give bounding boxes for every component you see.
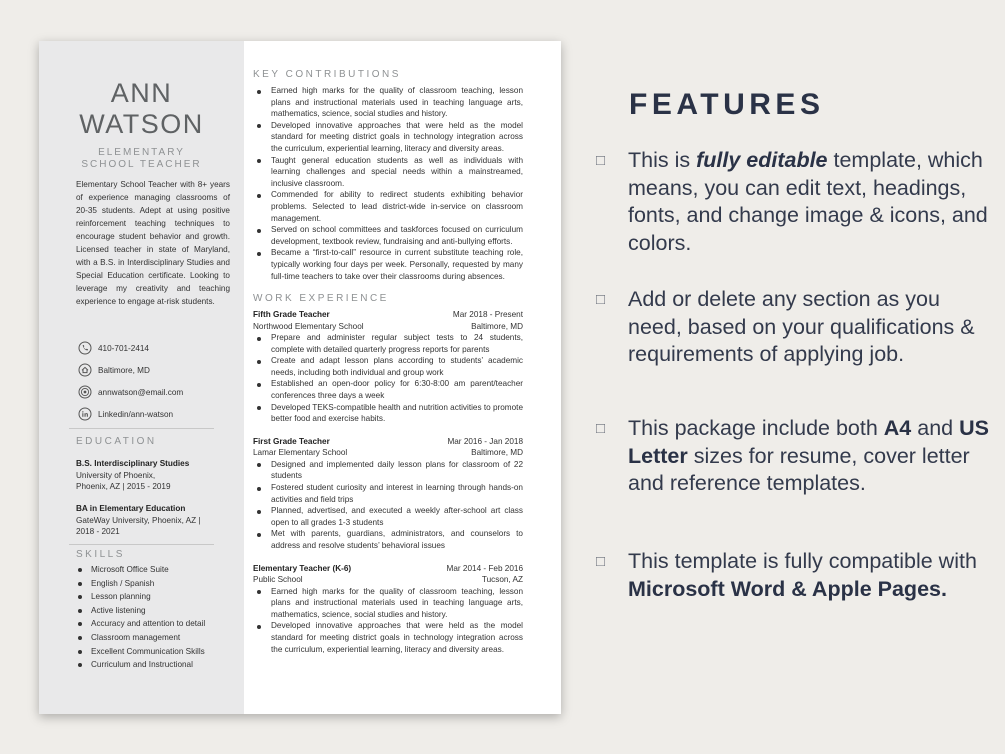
skill-item: Excellent Communication Skills	[76, 645, 246, 659]
feature-bullet-icon: □	[596, 420, 606, 437]
job-school-row	[253, 321, 523, 333]
feature-text-part: This is	[628, 148, 697, 172]
contact-phone-text: 410-701-2414	[98, 343, 149, 353]
resume-job-title-line2: SCHOOL TEACHER	[81, 159, 202, 170]
job-title-row	[253, 436, 523, 448]
contact-phone	[78, 341, 243, 355]
feature-bullet-icon: □	[596, 553, 606, 570]
resume-sidebar	[39, 41, 244, 714]
key-contributions-heading: KEY CONTRIBUTIONS	[253, 69, 401, 80]
job-bullet: Developed innovative approaches that were held as the model standard for meeting district goals in technology integration across the curriculum, experiential learning, literacy and diversity areas.	[253, 620, 523, 655]
feature-emphasis: Microsoft Word & Apple Pages.	[628, 576, 947, 601]
job-title-row	[253, 563, 523, 575]
job-bullet: Met with parents, guardians, administrators, and counselors to address and resolve students’ behavioral issues	[253, 528, 523, 551]
resume-job-title-line1: ELEMENTARY	[98, 147, 185, 158]
feature-bullet-icon: □	[596, 291, 606, 308]
education-degree: BA in Elementary Education	[76, 504, 186, 513]
feature-item	[596, 147, 996, 257]
skill-item: Active listening	[76, 604, 246, 618]
job-bullets	[253, 332, 523, 425]
job-school: Northwood Elementary School	[253, 321, 364, 331]
contribution-item: Developed innovative approaches that were held as the model standard for meeting district goals in technology integration across the curriculum, experiential learning, literacy and diversity areas.	[253, 120, 523, 155]
feature-emphasis: fully editable	[696, 148, 828, 172]
feature-text	[628, 147, 996, 257]
skills-heading: SKILLS	[76, 549, 125, 560]
education-school: GateWay University, Phoenix, AZ |	[76, 515, 201, 525]
home-location-icon	[78, 363, 92, 377]
contact-location	[78, 363, 243, 377]
contact-email-text: annwatson@email.com	[98, 387, 184, 397]
education-heading: EDUCATION	[76, 436, 157, 447]
section-divider	[69, 428, 214, 429]
job-location: Baltimore, MD	[471, 448, 523, 458]
feature-emphasis: A4	[883, 416, 912, 440]
feature-text-part: and	[911, 416, 960, 440]
job-school: Lamar Elementary School	[253, 448, 348, 458]
education-place-dates: 2018 - 2021	[76, 527, 120, 536]
job-school-row	[253, 447, 523, 459]
education-entry	[76, 458, 236, 493]
job-title: Fifth Grade Teacher	[253, 310, 330, 320]
job-bullet: Fostered student curiosity and interest in learning through hands-on activities and field trips	[253, 482, 523, 505]
contact-email	[78, 385, 243, 399]
linkedin-icon	[78, 407, 92, 421]
job-dates: Mar 2014 - Feb 2016	[446, 563, 523, 573]
job-location: Baltimore, MD	[471, 321, 523, 331]
resume-main-column	[253, 69, 523, 714]
job-bullets	[253, 459, 523, 552]
resume-last-name: WATSON	[79, 109, 204, 139]
feature-bullet-icon: □	[596, 152, 606, 169]
job-entry	[253, 563, 523, 656]
job-bullet: Prepare and administer regular subject tests to 24 students, complete with detailed quarterly progress reports for parents	[253, 332, 523, 355]
job-title: First Grade Teacher	[253, 436, 330, 446]
resume-summary: Elementary School Teacher with 8+ years of experience managing classrooms of 20-35 students. Adept at using positive reinforcement teaching techniques to encourage student behavior and growth. Licensed teacher in state of Maryland, with a B.S. in Interdisciplinary Studies and Special Education certificate. Looking to leverage my creativity and teaching experience to engage at-risk students.	[76, 180, 230, 306]
skill-item: English / Spanish	[76, 577, 246, 591]
contribution-item: Commended for ability to redirect students exhibiting behavior problems. Selected to lead district-wide in-service on classroom management.	[253, 189, 523, 224]
email-icon	[78, 385, 92, 399]
job-dates: Mar 2016 - Jan 2018	[447, 436, 523, 446]
job-title: Elementary Teacher (K-6)	[253, 563, 352, 573]
job-school: Public School	[253, 575, 303, 585]
key-contributions-list	[253, 85, 523, 282]
job-bullet: Designed and implemented daily lesson plans for classroom of 22 students	[253, 459, 523, 482]
job-entry	[253, 436, 523, 552]
job-bullet: Planned, advertised, and executed a weekly after-school art class open to all grades 1-3 students	[253, 505, 523, 528]
education-school: University of Phoenix,	[76, 470, 156, 480]
contribution-item: Served on school committees and taskforces focused on curriculum development, textbook review, fundraising and anti-bullying efforts.	[253, 224, 523, 247]
job-bullet: Create and adapt lesson plans according to students’ academic needs, including both individual and group work	[253, 355, 523, 378]
skill-item: Curriculum and Instructional	[76, 658, 246, 672]
education-entry	[76, 503, 236, 538]
skills-list	[76, 563, 246, 672]
feature-text-part: sizes for resume, cover letter and reference templates.	[628, 443, 970, 495]
job-bullet: Earned high marks for the quality of classroom teaching, lesson plans and instructional materials used in teaching language arts, mathematics, science, social studies and history.	[253, 586, 523, 621]
feature-emphasis: US Letter	[628, 416, 989, 468]
job-title-row	[253, 309, 523, 321]
job-location: Tucson, AZ	[481, 575, 523, 585]
contribution-item: Taught general education students as well as individuals with learning challenges and special needs within a mainstreamed, inclusive classroom.	[253, 155, 523, 190]
phone-icon	[78, 341, 92, 355]
skill-item: Classroom management	[76, 631, 246, 645]
job-school-row	[253, 574, 523, 586]
job-bullet: Developed TEKS-compatible health and nutrition activities to promote better food and exercise habits.	[253, 402, 523, 425]
contribution-item: Earned high marks for the quality of classroom teaching, lesson plans and instructional materials used in teaching language arts, mathematics, science, social studies and history.	[253, 85, 523, 120]
skill-item: Lesson planning	[76, 590, 246, 604]
feature-text	[628, 415, 996, 498]
education-place-dates: Phoenix, AZ | 2015 - 2019	[76, 482, 171, 491]
contact-location-text: Baltimore, MD	[98, 365, 150, 375]
feature-text	[628, 548, 996, 603]
job-bullets	[253, 586, 523, 656]
resume-first-name: ANN	[110, 78, 173, 108]
feature-text-part: Add or delete any section as you need, based on your qualifications & requirements of applying job.	[628, 287, 975, 366]
contact-linkedin-text: Linkedin/ann-watson	[98, 409, 174, 419]
skill-item: Accuracy and attention to detail	[76, 617, 246, 631]
feature-item	[596, 286, 996, 369]
job-entry	[253, 309, 523, 425]
feature-text-part: This package include both	[628, 416, 884, 440]
feature-item	[596, 548, 996, 603]
feature-text-part: This template is fully compatible with	[628, 549, 977, 573]
feature-item	[596, 415, 996, 498]
section-divider	[69, 544, 214, 545]
contact-linkedin	[78, 407, 243, 421]
skill-item: Microsoft Office Suite	[76, 563, 246, 577]
resume-preview	[39, 41, 561, 714]
contribution-item: Became a “first-to-call” resource in current substitute teaching role, typically working four days per week. Personally, requested by many full-time teachers to take over their classrooms during absences.	[253, 247, 523, 282]
education-degree: B.S. Interdisciplinary Studies	[76, 459, 190, 468]
feature-text	[628, 286, 996, 369]
work-experience-heading: WORK EXPERIENCE	[253, 293, 389, 305]
job-dates: Mar 2018 - Present	[452, 310, 523, 320]
job-bullet: Established an open-door policy for 6:30-8:00 am parent/teacher conferences three days a week	[253, 378, 523, 401]
feature-text-part: template, which means, you can edit text, headings, fonts, and change image & icons, and colors.	[628, 148, 988, 255]
features-heading: FEATURES	[629, 88, 825, 121]
